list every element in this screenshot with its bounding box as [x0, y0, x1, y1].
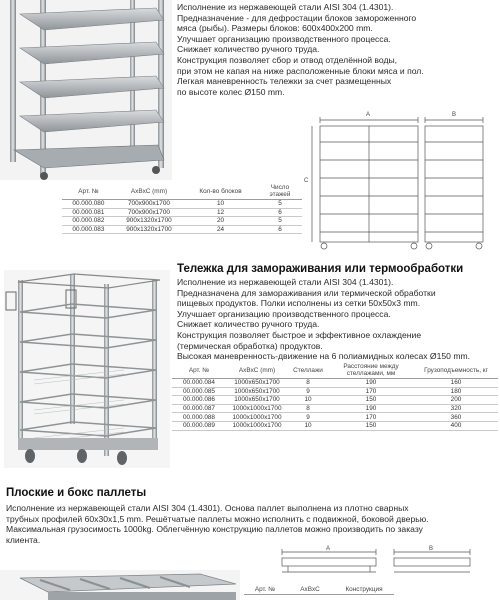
table-cell: 360 — [414, 413, 498, 422]
column-header: Конструкция — [334, 585, 394, 595]
column-header: Кол-во блоков — [183, 183, 258, 200]
table-cell: 10 — [288, 396, 328, 405]
description-line: Предназначение - для дефростации блоков замороженного — [177, 12, 417, 23]
table-cell: 8 — [288, 404, 328, 413]
column-header: Расстояние между стеллажами, мм — [328, 362, 414, 379]
table-cell: 320 — [414, 404, 498, 413]
description-line: Снижает количество ручного труда. — [177, 319, 320, 330]
dimension-label-a: A — [366, 112, 371, 118]
description-line: Улучшает организацию производственного процесса. — [177, 308, 391, 319]
description-line: по высоте колес Ø150 mm. — [177, 86, 285, 97]
description-line: Легкая маневренность тележки за счет размещенных — [177, 76, 392, 87]
description-line: Предназначена для замораживания или термической обработки — [177, 287, 436, 298]
table-cell: 190 — [328, 379, 414, 388]
table-cell: 00.000.085 — [172, 387, 226, 396]
table-cell: 170 — [328, 387, 414, 396]
section2-spec-table — [172, 362, 498, 431]
table-row — [172, 404, 498, 413]
defrost-trolley-photo — [0, 0, 172, 180]
table-row — [62, 225, 302, 234]
table-cell: 150 — [328, 421, 414, 430]
section3-title: Плоские и бокс паллеты — [6, 487, 147, 499]
description-line: пищевых продуктов. Полки исполнены из сетки 50x50x3 mm. — [177, 298, 421, 309]
table-cell: 5 — [258, 200, 302, 209]
table-cell: 400 — [414, 421, 498, 430]
column-header: AxBxC — [286, 585, 334, 595]
section2-description — [177, 277, 497, 362]
table-row — [62, 208, 302, 217]
table-cell: 00.000.087 — [172, 404, 226, 413]
table-cell: 1000x1000x1700 — [226, 413, 288, 422]
table-cell: 24 — [183, 225, 258, 234]
description-line: клиента. — [6, 534, 41, 545]
table-cell: 00.000.081 — [62, 208, 115, 217]
column-header: Число этажей — [258, 183, 302, 200]
table-row — [172, 379, 498, 388]
description-line: Исполнение из нержавеющей стали AISI 304 (1.4301). — [177, 2, 394, 12]
description-line: при этом не капая на ниже расположенные блоки мяса и пол. — [177, 65, 424, 76]
table-row — [172, 421, 498, 430]
description-line: Конструкция позволяет сбор и отвод отделённой воды, — [177, 54, 398, 65]
dimension-label-b: B — [429, 546, 434, 552]
table-cell: 6 — [258, 225, 302, 234]
table-cell: 00.000.088 — [172, 413, 226, 422]
table-cell: 1000x650x1700 — [226, 379, 288, 388]
table-cell: 900x1320x1700 — [115, 225, 183, 234]
table-cell: 1000x1000x1700 — [226, 421, 288, 430]
column-header: AxBxC (mm) — [115, 183, 183, 200]
description-line: Улучшает организацию производственного процесса. — [177, 33, 391, 44]
column-header: Арт. № — [62, 183, 115, 200]
table-cell: 00.000.084 — [172, 379, 226, 388]
column-header: Арт. № — [244, 585, 286, 595]
description-line: Снижает количество ручного труда. — [177, 44, 320, 55]
table-cell: 190 — [328, 404, 414, 413]
section1-description — [177, 2, 497, 97]
description-line: Высокая маневренность-движение на 6 полиамидных колесах Ø150 mm. — [177, 351, 471, 362]
description-line: Максимальная грузосимость 1000kg. Облегчённую конструкцию паллетов можно производить по заказу — [6, 524, 423, 535]
table-row — [172, 413, 498, 422]
pallet-photo — [0, 570, 240, 600]
table-cell: 5 — [258, 217, 302, 226]
table-cell: 9 — [288, 413, 328, 422]
table-cell: 900x1320x1700 — [115, 217, 183, 226]
table-cell: 180 — [414, 387, 498, 396]
table-row — [172, 387, 498, 396]
dimension-label-c: C — [304, 178, 309, 184]
section3-description — [6, 503, 496, 545]
table-cell: 00.000.083 — [62, 225, 115, 234]
table-cell: 700x900x1700 — [115, 200, 183, 209]
description-line: мяса (рыбы). Размеры блоков: 600x400x200 mm. — [177, 23, 373, 34]
table-cell: 12 — [183, 208, 258, 217]
table-cell: 1000x650x1700 — [226, 387, 288, 396]
column-header: Стеллажи — [288, 362, 328, 379]
description-line: Исполнение из нержавеющей стали AISI 304 (1.4301). Основа паллет выполнена из плотно сварных — [6, 503, 409, 513]
table-cell: 20 — [183, 217, 258, 226]
dimension-label-b: B — [452, 112, 457, 118]
description-line: (термическая обработка) продуктов. — [177, 340, 323, 351]
section1-spec-table — [62, 183, 302, 234]
table-cell: 10 — [183, 200, 258, 209]
table-row — [172, 396, 498, 405]
column-header: AxBxC (mm) — [226, 362, 288, 379]
column-header: Грузоподъемность, кг — [414, 362, 498, 379]
freezing-trolley-photo — [4, 270, 170, 468]
table-cell: 9 — [288, 387, 328, 396]
table-cell: 170 — [328, 413, 414, 422]
table-cell: 00.000.080 — [62, 200, 115, 209]
table-cell: 00.000.086 — [172, 396, 226, 405]
description-line: Исполнение из нержавеющей стали AISI 304 (1.4301). — [177, 277, 394, 287]
pallet-drawing — [238, 546, 500, 586]
dimension-label-a: A — [326, 546, 331, 552]
table-cell: 8 — [288, 379, 328, 388]
table-row — [62, 200, 302, 209]
table-cell: 150 — [328, 396, 414, 405]
table-cell: 6 — [258, 208, 302, 217]
section3-spec-table — [244, 585, 394, 595]
table-cell: 1000x650x1700 — [226, 396, 288, 405]
table-cell: 1000x1000x1700 — [226, 404, 288, 413]
column-header: Арт. № — [172, 362, 226, 379]
defrost-trolley-drawing — [300, 112, 500, 252]
table-cell: 00.000.082 — [62, 217, 115, 226]
table-cell: 00.000.089 — [172, 421, 226, 430]
section2-title: Тележка для замораживания или термообработки — [177, 263, 464, 275]
table-cell: 700x900x1700 — [115, 208, 183, 217]
description-line: Конструкция позволяет быстрое и эффективное охлаждение — [177, 329, 422, 340]
table-cell: 160 — [414, 379, 498, 388]
table-cell: 10 — [288, 421, 328, 430]
table-cell: 200 — [414, 396, 498, 405]
table-row — [62, 217, 302, 226]
description-line: трубных профилей 60x30x1,5 mm. Решётчатые паллеты можно исполнить с подвижной, боковой дверью. — [6, 513, 429, 524]
